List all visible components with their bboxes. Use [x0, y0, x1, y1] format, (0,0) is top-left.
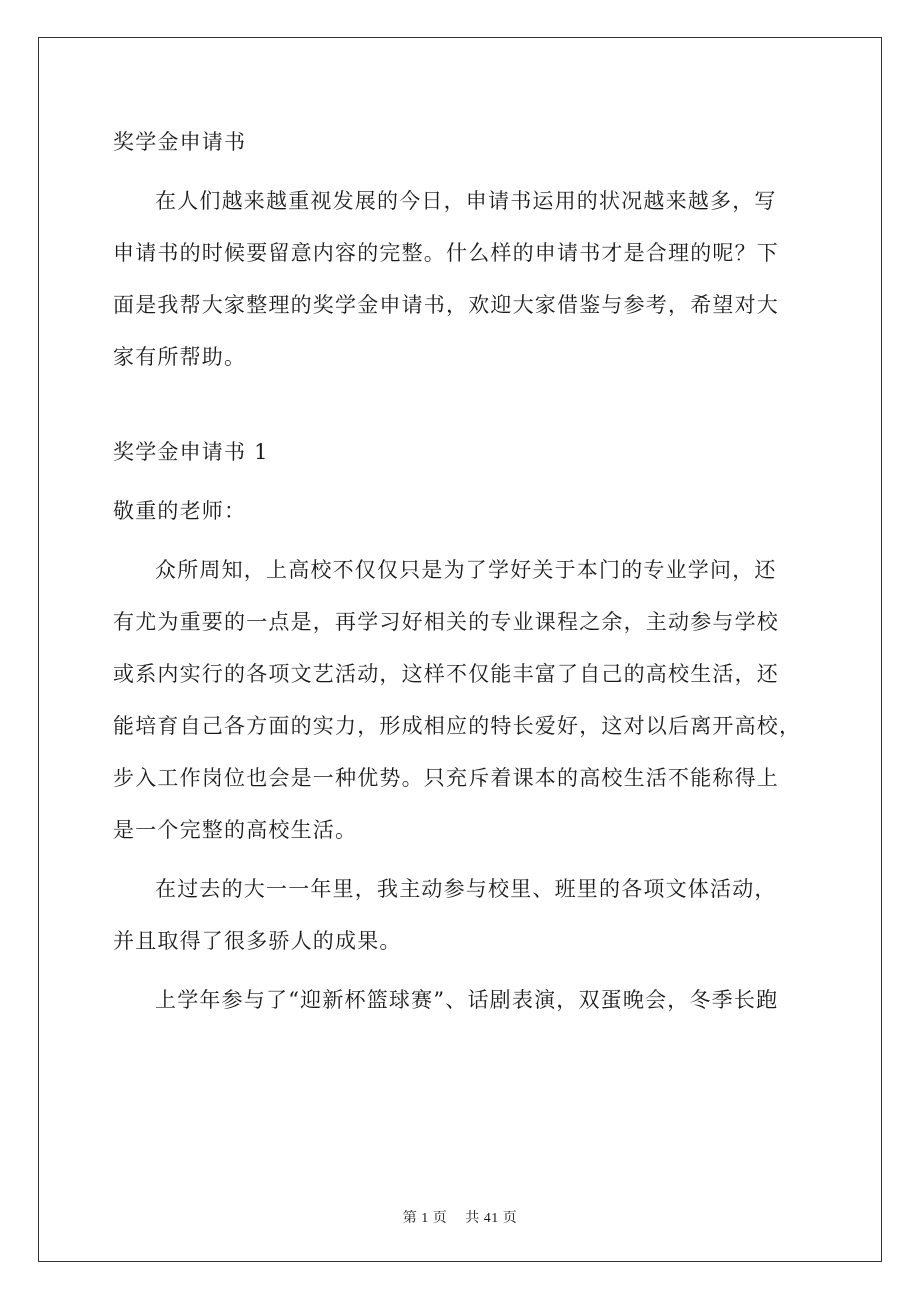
section-title: 奖学金申请书 1: [113, 440, 269, 464]
intro-line: 家有所帮助。: [113, 345, 247, 369]
paragraph-line: 或系内实行的各项文艺活动，这样不仅能丰富了自己的高校生活，还: [113, 662, 779, 686]
body-paragraph-2: [113, 863, 813, 967]
intro-line: 面是我帮大家整理的奖学金申请书，欢迎大家借鉴与参考，希望对大: [113, 293, 779, 317]
paragraph-line: 在过去的大一一年里，我主动参与校里、班里的各项文体活动，: [155, 877, 777, 901]
page-number: 第 1 页: [402, 1211, 448, 1226]
document-title: 奖学金申请书: [113, 130, 247, 154]
page-total: 共 41 页: [465, 1211, 518, 1226]
body-paragraph-3: [113, 974, 813, 1026]
paragraph-line: 步入工作岗位也会是一种优势。只充斥着课本的高校生活不能称得上: [113, 766, 779, 790]
paragraph-line: 上学年参与了“迎新杯篮球赛”、话剧表演，双蛋晚会，冬季长跑: [155, 988, 779, 1012]
paragraph-line: 有尤为重要的一点是，再学习好相关的专业课程之余，主动参与学校: [113, 610, 779, 634]
page-footer: [0, 1207, 920, 1227]
paragraph-line: 并且取得了很多骄人的成果。: [113, 929, 402, 953]
intro-line: 在人们越来越重视发展的今日，申请书运用的状况越来越多，写: [155, 189, 777, 213]
paragraph-line: 众所周知，上高校不仅仅只是为了学好关于本门的专业学问，还: [155, 558, 777, 582]
intro-paragraph: [113, 175, 813, 383]
intro-line: 申请书的时候要留意内容的完整。什么样的申请书才是合理的呢？下: [113, 241, 779, 265]
document-body: [113, 116, 813, 1026]
body-paragraph-1: [113, 544, 813, 856]
paragraph-line: 能培育自己各方面的实力，形成相应的特长爱好，这对以后离开高校，: [113, 714, 802, 738]
paragraph-line: 是一个完整的高校生活。: [113, 818, 358, 842]
salutation: 敬重的老师：: [113, 499, 247, 523]
